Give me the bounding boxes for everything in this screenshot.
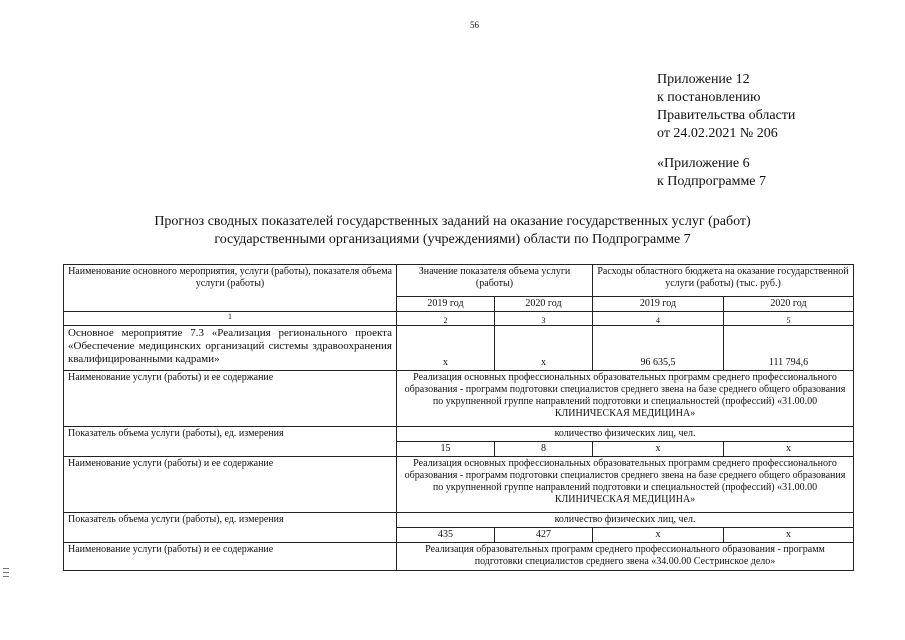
- service-content-cell: Реализация основных профессиональных образовательных программ среднего профессионального образования - программ подготовки специалистов среднего звена на базе среднего общего образования по укрупненной группе направлений подготовки и специальностей (профессий) «31.00.00 КЛИНИЧЕСКАЯ МЕДИЦИНА»: [397, 457, 854, 513]
- header-year-cell: 2020 год: [495, 297, 593, 312]
- appendix-line: к Подпрограмме 7: [657, 174, 767, 189]
- event-expense-2019: 96 635,5: [593, 326, 724, 371]
- page-number: 56: [470, 20, 479, 30]
- indicator-label-cell: Показатель объема услуги (работы), ед. измерения: [64, 513, 397, 543]
- column-index: 4: [593, 312, 724, 326]
- header-year-cell: 2019 год: [593, 297, 724, 312]
- header-year-cell: 2020 год: [724, 297, 854, 312]
- service-label-cell: Наименование услуги (работы) и ее содержание: [64, 543, 397, 571]
- service-label-cell: Наименование услуги (работы) и ее содержание: [64, 371, 397, 427]
- column-index: 2: [397, 312, 495, 326]
- service-label-cell: Наименование услуги (работы) и ее содержание: [64, 457, 397, 513]
- indicator-value-2019: 435: [397, 528, 495, 543]
- header-name-cell: Наименование основного мероприятия, услуги (работы), показателя объема услуги (работы): [64, 265, 397, 312]
- title-line: Прогноз сводных показателей государственных заданий на оказание государственных услуг (работ): [154, 214, 751, 229]
- event-value-2019: х: [397, 326, 495, 371]
- title-line: государственными организациями (учреждениями) области по Подпрограмме 7: [214, 232, 691, 247]
- indicator-expense-2019: х: [593, 442, 724, 457]
- column-index: 3: [495, 312, 593, 326]
- forecast-table: [63, 264, 854, 571]
- appendix-line: Приложение 12: [657, 72, 750, 87]
- document-title: [60, 213, 845, 249]
- appendix-line: Правительства области: [657, 108, 796, 123]
- service-content-cell: Реализация основных профессиональных образовательных программ среднего профессионального образования - программ подготовки специалистов среднего звена на базе среднего общего образования по укрупненной группе направлений подготовки и специальностей (профессий) «31.00.00 КЛИНИЧЕСКАЯ МЕДИЦИНА»: [397, 371, 854, 427]
- indicator-label-cell: Показатель объема услуги (работы), ед. измерения: [64, 427, 397, 457]
- header-value-cell: Значение показателя объема услуги (работы): [397, 265, 593, 297]
- appendix-block: [657, 71, 795, 191]
- indicator-expense-2019: х: [593, 528, 724, 543]
- header-year-cell: 2019 год: [397, 297, 495, 312]
- indicator-value-2019: 15: [397, 442, 495, 457]
- margin-scan-mark: [3, 568, 9, 580]
- event-expense-2020: 111 794,6: [724, 326, 854, 371]
- appendix-line: от 24.02.2021 № 206: [657, 126, 778, 141]
- indicator-unit-cell: количество физических лиц, чел.: [397, 427, 854, 442]
- indicator-expense-2020: х: [724, 442, 854, 457]
- event-value-2020: х: [495, 326, 593, 371]
- service-content-cell: Реализация образовательных программ среднего профессионального образования - программ подготовки специалистов среднего звена «34.00.00 Сестринское дело»: [397, 543, 854, 571]
- indicator-value-2020: 8: [495, 442, 593, 457]
- column-index: 5: [724, 312, 854, 326]
- event-name-cell: Основное мероприятие 7.3 «Реализация регионального проекта «Обеспечение медицинских организаций системы здравоохранения квалифицированными кадрами»: [64, 326, 397, 371]
- column-index: 1: [64, 312, 397, 326]
- indicator-unit-cell: количество физических лиц, чел.: [397, 513, 854, 528]
- indicator-expense-2020: х: [724, 528, 854, 543]
- header-expense-cell: Расходы областного бюджета на оказание государственной услуги (работы) (тыс. руб.): [593, 265, 854, 297]
- appendix-line: «Приложение 6: [657, 156, 750, 171]
- appendix-line: к постановлению: [657, 90, 761, 105]
- indicator-value-2020: 427: [495, 528, 593, 543]
